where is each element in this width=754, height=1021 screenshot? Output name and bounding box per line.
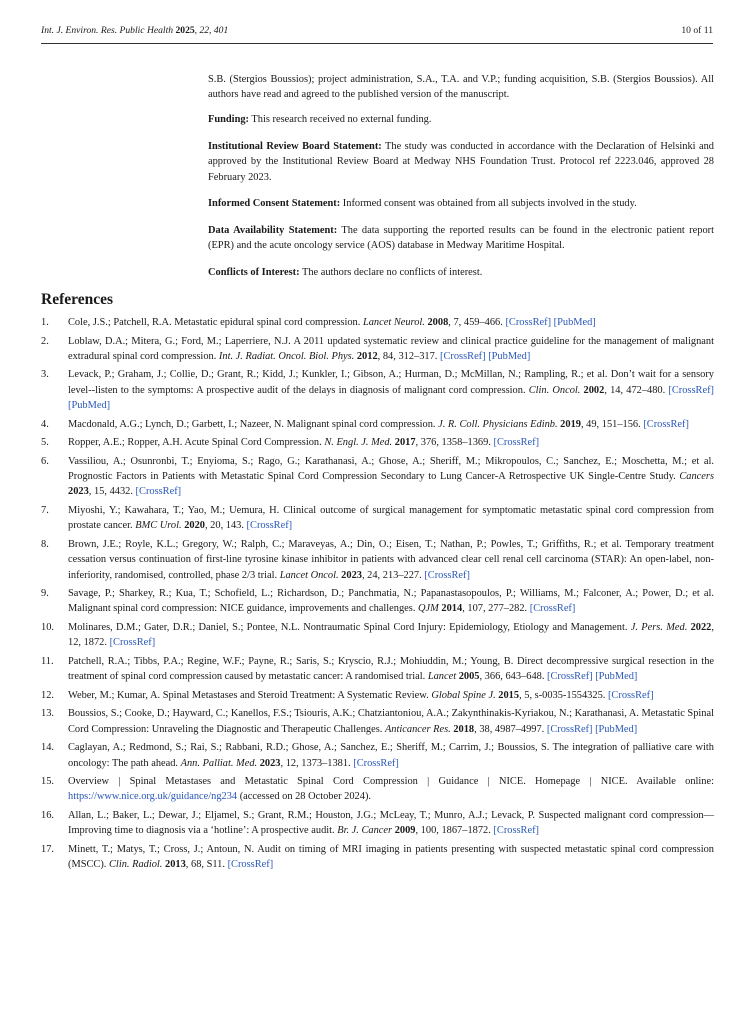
reference-details: , 24, 213–227.: [361, 569, 425, 581]
reference-authors-title: Caglayan, A.; Redmond, S.; Rai, S.; Rabbani, R.D.; Ghose, A.; Sanchez, E.; Sheriff, M.; Carrim, J.; Boussios, S. The integration of palliative care with oncology: The path ahead.: [68, 742, 714, 769]
reference-details: , 68, S11.: [185, 859, 228, 871]
reference-list: [41, 315, 714, 876]
reference-authors-title: Overview | Spinal Metastases and Metastatic Spinal Cord Compression | Guidance | NICE. Homepage | NICE. Available online:: [68, 776, 714, 788]
running-header: [41, 25, 713, 41]
funding-label: Funding:: [208, 114, 250, 126]
reference-item: [41, 503, 714, 534]
reference-year: 2014: [438, 603, 463, 615]
reference-number: 6.: [41, 455, 49, 467]
reference-item: [41, 774, 714, 805]
irb-statement: [208, 139, 714, 185]
reference-authors-title: Weber, M.; Kumar, A. Spinal Metastases and Steroid Treatment: A Systematic Review.: [68, 689, 432, 701]
reference-links[interactable]: [CrossRef] [PubMed]: [68, 384, 714, 412]
reference-journal: J. R. Coll. Physicians Edinb.: [438, 418, 558, 430]
irb-text: The study was conducted in accordance with the Declaration of Helsinki and approved by the Institutional Review Board at Medway NHS Foundation Trust. Protocol ref 2223.046, approved 28 February 2023.: [208, 141, 715, 183]
reference-links[interactable]: [CrossRef] [PubMed]: [547, 671, 638, 683]
reference-journal: Lancet: [427, 671, 457, 683]
reference-year: 2023: [338, 569, 362, 581]
consent-statement: [208, 196, 714, 211]
reference-number: 13.: [41, 708, 54, 720]
reference-authors-title: Levack, P.; Graham, J.; Collie, D.; Grant, R.; Kidd, J.; Kunkler, I.; Gibson, A.; Hurman, D.; McMillan, N.; Rampling, R.; et al. Don’t wait for a sensory level--listen to the symptoms: A prospective audit of the delays in diagnosis of malignant cord compression.: [68, 369, 714, 396]
reference-links[interactable]: [CrossRef]: [227, 859, 274, 871]
reference-links[interactable]: [CrossRef]: [353, 757, 399, 769]
reference-journal: Clin. Oncol.: [528, 384, 581, 396]
reference-authors-title: Molinares, D.M.; Gater, D.R.; Daniel, S.; Pontee, N.L. Nontraumatic Spinal Cord Injury: Epidemiology, Etiology and Management.: [68, 622, 631, 634]
reference-item: [41, 620, 714, 651]
reference-details: , 7, 459–466.: [448, 317, 506, 328]
reference-item: [41, 706, 714, 737]
reference-item: [41, 334, 714, 365]
reference-number: 3.: [41, 369, 49, 381]
consent-text: Informed consent was obtained from all subjects involved in the study.: [340, 198, 637, 210]
reference-number: 15.: [41, 776, 54, 788]
reference-authors-title: Cole, J.S.; Patchell, R.A. Metastatic epidural spinal cord compression.: [68, 317, 363, 328]
reference-authors-title: Boussios, S.; Cooke, D.; Hayward, C.; Kanellos, F.S.; Tsiouris, A.K.; Chatziantoniou, A.A.; Zakynthinakis-Kyriakou, N.; Karathanasi, A. Metastatic Spinal Cord Compression: Unraveling the Diagnostic and Therapeutic Challenges.: [68, 708, 714, 735]
coi-text: The authors declare no conflicts of interest.: [299, 266, 483, 278]
reference-journal: BMC Urol.: [135, 520, 182, 532]
reference-details: , 366, 643–648.: [479, 671, 548, 683]
reference-year: 2023: [68, 486, 89, 498]
reference-item: [41, 842, 714, 873]
reference-item: [41, 808, 714, 839]
reference-journal: J. Pers. Med.: [630, 622, 688, 634]
reference-links[interactable]: [CrossRef]: [135, 486, 182, 498]
reference-number: 1.: [41, 317, 49, 328]
reference-details: , 100, 1867–1872.: [415, 825, 494, 837]
reference-item: [41, 586, 714, 617]
page-number: 10 of 11: [681, 25, 713, 36]
funding-text: This research received no external funding.: [249, 114, 432, 126]
reference-links[interactable]: [CrossRef]: [493, 437, 540, 449]
reference-links[interactable]: [CrossRef]: [246, 520, 293, 532]
reference-links[interactable]: [CrossRef] [PubMed]: [440, 350, 531, 362]
reference-number: 8.: [41, 538, 49, 550]
journal-year: 2025: [175, 25, 195, 36]
reference-journal: Br. J. Cancer: [337, 825, 393, 837]
reference-authors-title: Macdonald, A.G.; Lynch, D.; Garbett, I.; Nazeer, N. Malignant spinal cord compression.: [68, 418, 439, 430]
reference-details: , 15, 4432.: [88, 486, 136, 498]
journal-volume: , 22, 401: [194, 25, 229, 36]
reference-year: 2009: [392, 825, 416, 837]
reference-year: 2012: [354, 350, 378, 362]
reference-item: [41, 688, 714, 703]
reference-links[interactable]: [CrossRef]: [424, 569, 470, 581]
author-contributions-continued: S.B. (Stergios Boussios); project administration, S.A., T.A. and V.P.; funding acquisition, S.B. (Stergios Boussios). All authors have read and agreed to the published version of the manuscript.: [208, 74, 714, 101]
reference-year: 2008: [424, 317, 449, 328]
conflicts-statement: [208, 265, 714, 280]
reference-number: 10.: [41, 622, 54, 634]
reference-item: [41, 417, 714, 432]
reference-item: [41, 454, 714, 500]
reference-journal: QJM: [418, 603, 439, 615]
reference-details: , 107, 277–282.: [462, 603, 530, 615]
irb-label: Institutional Review Board Statement:: [208, 141, 382, 153]
reference-details: , 376, 1358–1369.: [415, 437, 494, 449]
reference-details: , 12, 1373–1381.: [280, 757, 354, 769]
reference-authors-title: Brown, J.E.; Royle, K.L.; Gregory, W.; Ralph, C.; Maraveyas, A.; Din, O.; Eisen, T.; Nathan, P.; Powles, T.; Griffiths, R.; et al. Temporary treatment cessation versus continuation of first-line tyrosine kinase inhibitor in patients with advanced clear cell renal cell carcinoma (STAR): An open-label, non-inferiority, randomised, controlled, phase 2/3 trial.: [68, 538, 714, 581]
reference-journal: Anticancer Res.: [384, 723, 451, 735]
reference-number: 4.: [41, 418, 49, 430]
reference-item: [41, 435, 714, 450]
reference-authors-title: Allan, L.; Baker, L.; Dewar, J.; Eljamel, S.; Grant, R.M.; Houston, J.G.; McLeay, T.; Munro, A.J.; Levack, P. Suspected malignant cord compression—Improving time to diagnosis via a ‘hotline’: A prospective audit.: [68, 810, 714, 837]
reference-authors-title: Patchell, R.A.; Tibbs, P.A.; Regine, W.F.; Payne, R.; Saris, S.; Kryscio, R.J.; Mohiuddin, M.; Young, B. Direct decompressive surgical resection in the treatment of spinal cord compression caused by metastatic cancer: A randomised trial.: [68, 655, 714, 683]
reference-details: , 12, 1872.: [68, 622, 714, 649]
consent-label: Informed Consent Statement:: [208, 198, 341, 210]
back-matter: [208, 72, 714, 292]
reference-authors-title: Loblaw, D.A.; Mitera, G.; Ford, M.; Laperriere, N.J. A 2011 updated systematic review and clinical practice guideline for the management of malignant extradural spinal cord compression.: [68, 335, 714, 362]
reference-journal: Global Spine J.: [431, 689, 496, 701]
reference-number: 5.: [41, 437, 49, 449]
reference-year: 2002: [580, 384, 605, 396]
reference-journal: Clin. Radiol.: [109, 859, 163, 871]
reference-year: 2013: [162, 859, 186, 871]
reference-authors-title: Minett, T.; Matys, T.; Cross, J.; Antoun, N. Audit on timing of MRI imaging in patients presenting with suspected metastatic spinal cord compression (MSCC).: [68, 843, 714, 871]
reference-number: 17.: [41, 843, 54, 855]
data-availability-statement: [208, 223, 714, 253]
data-text: The data supporting the reported results can be found in the electronic patient report (EPR) and the acute oncology service (AOS) database in Medway Maritime Hospital.: [208, 224, 714, 252]
reference-links[interactable]: [CrossRef]: [607, 689, 654, 701]
reference-item: [41, 654, 714, 685]
reference-links[interactable]: [CrossRef]: [643, 418, 689, 430]
reference-details: , 49, 151–156.: [580, 418, 644, 430]
reference-details: , 38, 4987–4997.: [474, 723, 547, 735]
reference-number: 7.: [41, 505, 49, 517]
reference-number: 12.: [41, 689, 54, 701]
reference-item: [41, 315, 714, 330]
reference-journal: Ann. Palliat. Med.: [180, 757, 258, 769]
references-heading: References: [41, 291, 114, 308]
reference-journal: Lancet Oncol.: [279, 569, 339, 581]
reference-number: 9.: [41, 588, 49, 600]
reference-journal: Int. J. Radiat. Oncol. Biol. Phys.: [218, 350, 355, 362]
reference-links[interactable]: [CrossRef] [PubMed]: [546, 723, 638, 735]
reference-details: , 5, s-0035-1554325.: [519, 689, 608, 701]
reference-authors-title: Vassiliou, A.; Osunronbi, T.; Enyioma, S.; Rago, G.; Karathanasi, A.; Ghose, A.; Sheriff, M.; Mikropoulos, C.; Sanchez, E.; Moschetta, M.; et al. Prognostic Factors in Patients with Metastatic Spinal Cord Compression Secondary to Lung Cancer-A Retrospective UK Single-Centre Study.: [68, 455, 714, 483]
reference-details: , 20, 143.: [204, 520, 247, 532]
reference-journal: Lancet Neurol.: [362, 317, 425, 328]
reference-year: 2015: [495, 689, 520, 701]
coi-label: Conflicts of Interest:: [208, 266, 300, 278]
reference-details: , 84, 312–317.: [377, 350, 440, 362]
reference-item: [41, 367, 714, 413]
reference-year: 2018: [450, 723, 475, 735]
journal-name: Int. J. Environ. Res. Public Health: [41, 25, 174, 36]
reference-item: [41, 537, 714, 583]
reference-links[interactable]: [CrossRef]: [529, 603, 576, 615]
reference-year: 2005: [456, 671, 480, 683]
funding-statement: [208, 112, 714, 127]
reference-number: 14.: [41, 742, 54, 754]
reference-links[interactable]: [CrossRef] [PubMed]: [505, 317, 596, 328]
reference-year: 2017: [392, 437, 416, 449]
reference-number: 16.: [41, 810, 54, 822]
reference-journal: Cancers: [679, 471, 714, 483]
reference-authors-title: Miyoshi, Y.; Kawahara, T.; Yao, M.; Uemura, H. Clinical outcome of surgical management for symptomatic metastatic spinal cord compression from prostate cancer.: [68, 505, 714, 532]
reference-details: (accessed on 28 October 2024).: [237, 791, 372, 803]
reference-year: 2022: [687, 622, 712, 634]
header-rule: [41, 43, 713, 44]
reference-links[interactable]: [CrossRef]: [109, 637, 156, 649]
reference-number: 11.: [41, 655, 54, 667]
reference-item: [41, 740, 714, 771]
data-label: Data Availability Statement:: [208, 224, 338, 236]
reference-journal: N. Engl. J. Med.: [324, 437, 393, 449]
reference-number: 2.: [41, 335, 49, 347]
reference-year: 2019: [557, 418, 581, 430]
reference-links[interactable]: [CrossRef]: [493, 825, 540, 837]
reference-year: 2020: [181, 520, 205, 532]
reference-details: , 14, 472–480.: [604, 384, 669, 396]
reference-authors-title: Savage, P.; Sharkey, R.; Kua, T.; Schofield, L.; Richardson, D.; Panchmatia, N.; Papanastasopoulos, P.; Williams, M.; Falconer, A.; Power, D.; et al. Malignant spinal cord compression: NICE guidance, improvements and challenges.: [68, 588, 714, 615]
reference-authors-title: Ropper, A.E.; Ropper, A.H. Acute Spinal Cord Compression.: [68, 437, 325, 449]
reference-url-link[interactable]: https://www.nice.org.uk/guidance/ng234: [68, 791, 238, 803]
reference-year: 2023: [257, 757, 281, 769]
